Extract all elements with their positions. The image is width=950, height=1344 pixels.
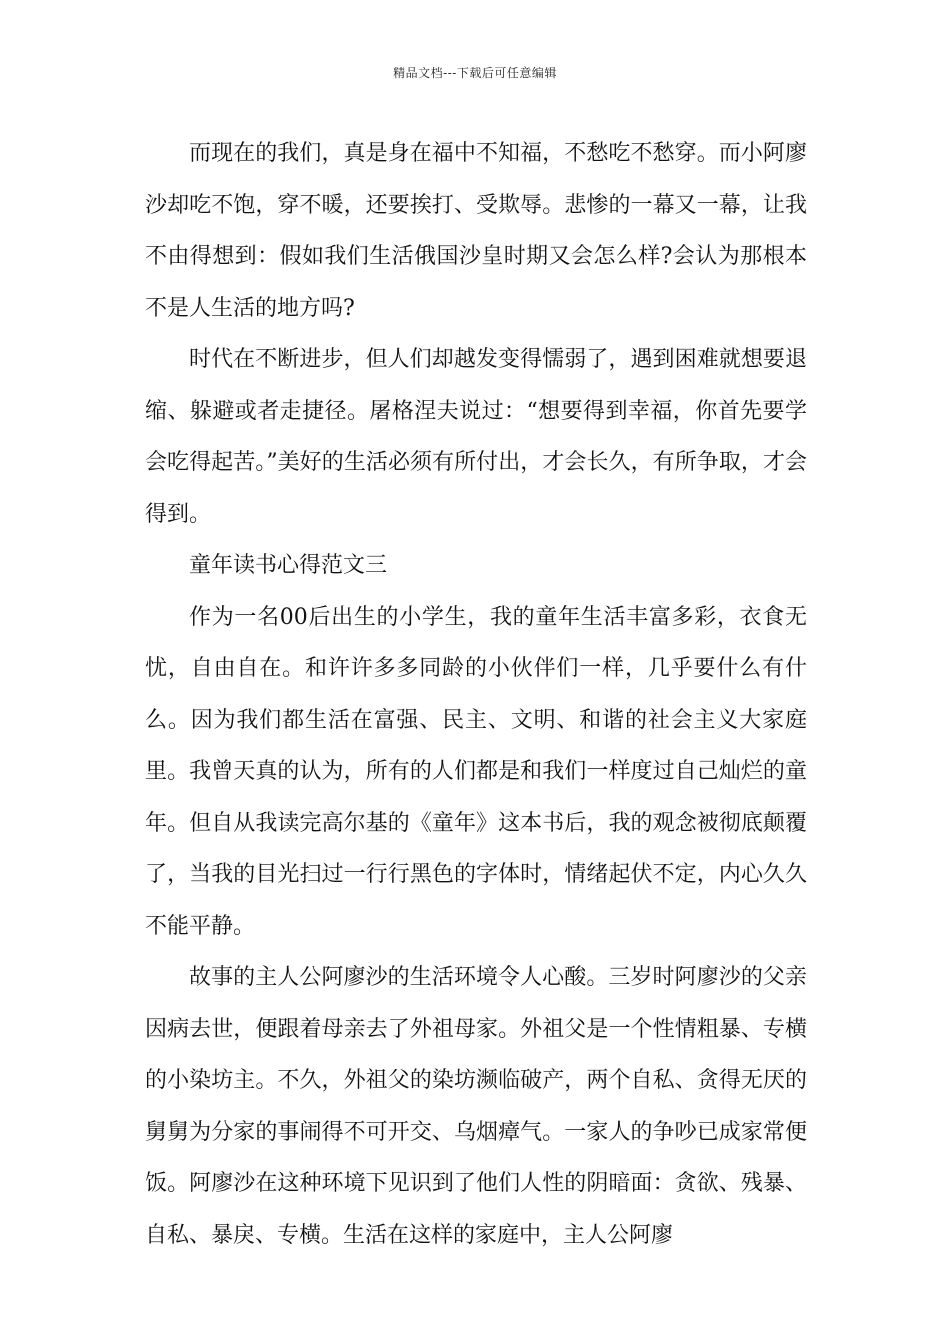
document-body bbox=[145, 128, 807, 1261]
paragraph-4: 故事的主人公阿廖沙的生活环境令人心酸。三岁时阿廖沙的父亲因病去世，便跟着母亲去了外祖母家。外祖父是一个性情粗暴、专横的小染坊主。不久，外祖父的染坊濒临破产，两个自私、贪得无厌的舅舅为分家的事闹得不可开交、乌烟瘴气。一家人的争吵已成家常便饭。阿廖沙在这种环境下见识到了他们人性的阴暗面：贪欲、残暴、自私、暴戾、专横。生活在这样的家庭中，主人公阿廖 bbox=[145, 965, 807, 1248]
section-heading: 童年读书心得范文三 bbox=[189, 553, 388, 578]
paragraph-2: 时代在不断进步，但人们却越发变得懦弱了，遇到困难就想要退缩、躲避或者走捷径。屠格涅夫说过：“想要得到幸福，你首先要学会吃得起苦。”美好的生活必须有所付出，才会长久，有所争取，才会得到。 bbox=[145, 347, 807, 527]
paragraph-1: 而现在的我们，真是身在福中不知福，不愁吃不愁穿。而小阿廖沙却吃不饱，穿不暖，还要挨打、受欺辱。悲惨的一幕又一幕，让我不由得想到：假如我们生活俄国沙皇时期又会怎么样?会认为那根本不是人生活的地方吗? bbox=[145, 141, 807, 321]
paragraph-3: 作为一名00后出生的小学生，我的童年生活丰富多彩，衣食无忧，自由自在。和许许多多同龄的小伙伴们一样，几乎要什么有什么。因为我们都生活在富强、民主、文明、和谐的社会主义大家庭里。我曾天真的认为，所有的人们都是和我们一样度过自己灿烂的童年。但自从我读完高尔基的《童年》这本书后，我的观念被彻底颠覆了，当我的目光扫过一行行黑色的字体时，情绪起伏不定，内心久久不能平静。 bbox=[145, 604, 807, 939]
page-header: 精品文档---下载后可任意编辑 bbox=[393, 66, 557, 80]
